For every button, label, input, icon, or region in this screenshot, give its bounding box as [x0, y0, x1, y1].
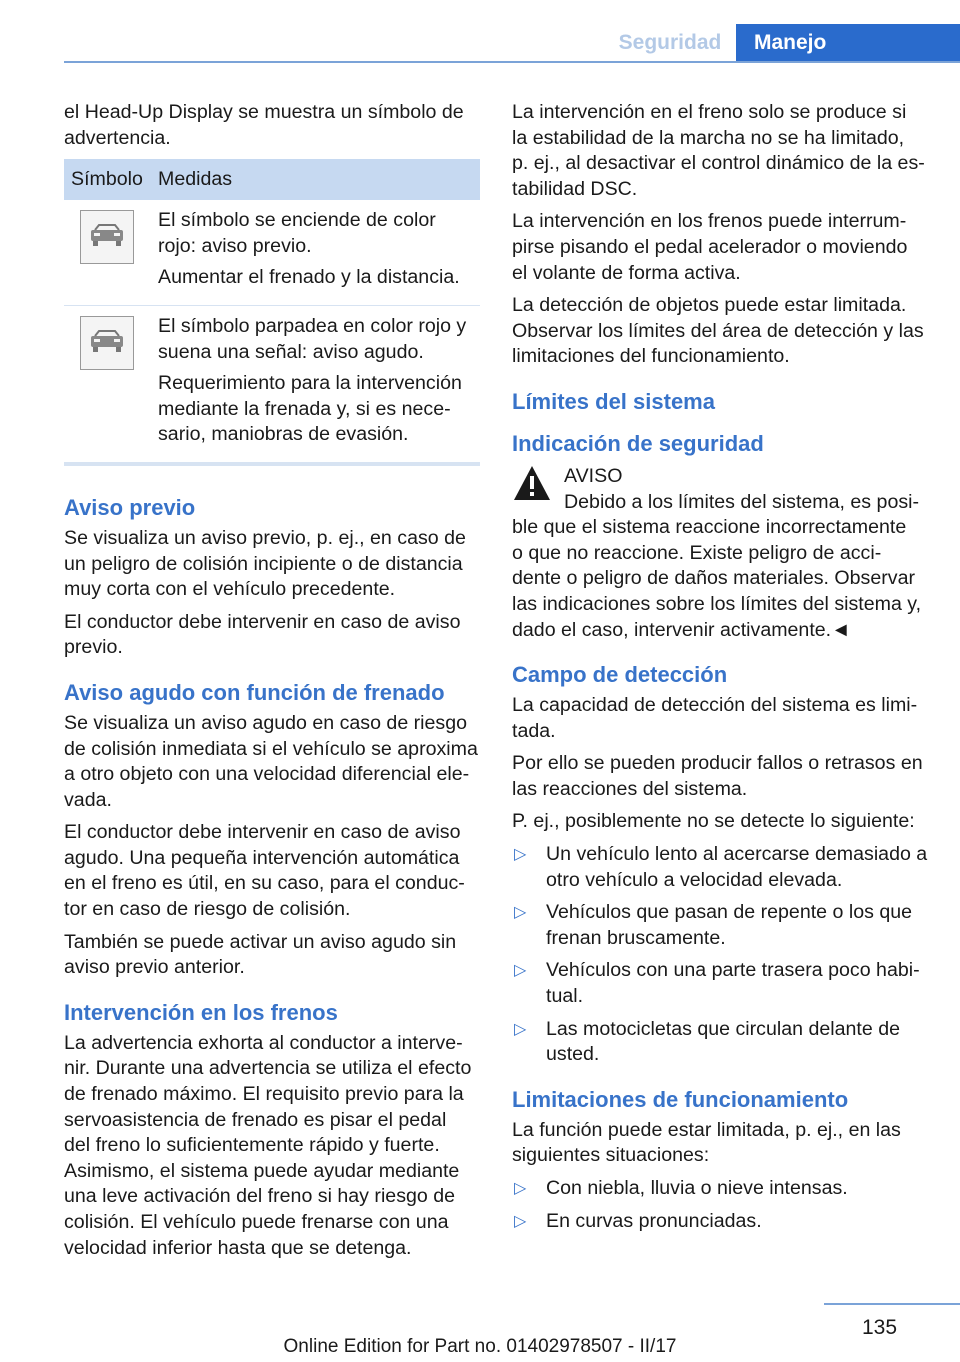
- heading-indicacion: Indicación de seguridad: [512, 430, 764, 456]
- table-row: [64, 200, 480, 305]
- aviso-agudo-p3: También se puede activar un aviso agudo sin aviso previo anterior.: [64, 930, 457, 979]
- list-item: ▷ Vehículos con una parte trasera poco habi- tual.: [514, 959, 920, 1008]
- header-rule: [64, 61, 960, 63]
- bullet-icon: ▷: [514, 1180, 527, 1197]
- heading-limites: Límites del sistema: [512, 388, 715, 414]
- list-item: ▷ Vehículos que pasan de repente o los que frenan bruscamente.: [514, 901, 913, 949]
- tab-manejo[interactable]: Manejo: [736, 24, 960, 61]
- row1-text1: El símbolo se enciende de color rojo: aviso previo.: [158, 209, 436, 257]
- heading-aviso-previo: Aviso previo: [64, 494, 196, 520]
- list-item: ▷ Las motocicletas que circulan delante de usted.: [514, 1017, 900, 1066]
- warning-block: [512, 464, 932, 643]
- right-p3: La detección de objetos puede estar limitada. Observar los límites del área de detección y las limitaciones del funcionamiento.: [512, 294, 924, 368]
- warning-triangle-icon: [512, 464, 552, 502]
- list-item: ▷ En curvas pronunciadas.: [512, 1209, 932, 1235]
- campo-p1: La capacidad de detección del sistema es limi- tada.: [512, 694, 918, 742]
- bullet-icon: ▷: [514, 846, 527, 864]
- limitaciones-list: [512, 1176, 932, 1234]
- footer-rule: [824, 1303, 960, 1305]
- warning-body: ble que el sistema reaccione incorrectamente o que no reaccione. Existe peligro de acci- dente o peligro de daños materiales. Observar las indicaciones sobre los límites del sistema y, dado el caso, intervenir activamente.◄: [512, 516, 922, 641]
- symbol-table: [64, 159, 480, 466]
- aviso-previo-p1: Se visualiza un aviso previo, p. ej., en caso de un peligro de colisión incipiente o de distancia muy corta con el vehículo precedente.: [64, 526, 466, 601]
- aviso-agudo-p2: El conductor debe intervenir en caso de aviso agudo. Una pequeña intervención automática en el freno es útil, en su caso, para el conduc- tor en caso de riesgo de colisión.: [64, 821, 465, 921]
- right-p2: La intervención en los frenos puede interrum- pirse pisando el pedal acelerador o moviendo el volante de forma activa.: [512, 210, 908, 284]
- intervencion-p1: La advertencia exhorta al conductor a interve- nir. Durante una advertencia se utiliza el efecto de frenado máximo. El requisito previo para la servoasistencia de frenado es pisar el pedal del freno lo suficientemente rápido y fuerte. Asimismo, el sistema puede ayudar mediante una leve activación del freno si hay riesgo de colisión. El vehículo puede frenarse con una velocidad inferior hasta que se detenga.: [64, 1031, 472, 1259]
- heading-limitaciones: Limitaciones de funcionamiento: [512, 1086, 849, 1112]
- aviso-agudo-p1: Se visualiza un aviso agudo en caso de riesgo de colisión inmediata si el vehículo se aproxima a otro objeto con una velocidad diferencial ele- vada.: [64, 711, 478, 811]
- warning-title: AVISO: [564, 464, 623, 487]
- limitaciones-p1: La función puede estar limitada, p. ej., en las siguientes situaciones:: [512, 1118, 901, 1167]
- campo-p3: P. ej., posiblemente no se detecte lo siguiente:: [512, 810, 915, 833]
- campo-list: [512, 842, 932, 1068]
- table-header-measures: Medidas: [158, 167, 233, 190]
- heading-aviso-agudo: Aviso agudo con función de frenado: [64, 679, 445, 705]
- row2-text2: Requerimiento para la intervención mediante la frenada y, si es nece- sario, maniobras de evasión.: [158, 372, 462, 446]
- table-header: [64, 159, 480, 200]
- list-item: ▷ Un vehículo lento al acercarse demasiado a otro vehículo a velocidad elevada.: [514, 843, 928, 891]
- edition-footer: Online Edition for Part no. 01402978507 - II/17: [283, 1336, 677, 1357]
- bullet-icon: ▷: [514, 962, 527, 980]
- tab-seguridad[interactable]: Seguridad: [618, 30, 722, 54]
- table-header-symbol: Símbolo: [71, 167, 143, 190]
- page-number: 135: [862, 1316, 898, 1339]
- heading-campo: Campo de detección: [512, 662, 728, 688]
- intro-text: el Head-Up Display se muestra un símbolo de advertencia.: [64, 101, 464, 149]
- car-warning-icon: [80, 210, 134, 264]
- warning-first-line: Debido a los límites del sistema, es posi-: [564, 490, 920, 513]
- bullet-icon: ▷: [514, 904, 527, 922]
- table-row: [64, 305, 480, 462]
- campo-p2: Por ello se pueden producir fallos o retrasos en las reacciones del sistema.: [512, 752, 923, 800]
- right-p1: La intervención en el freno solo se produce si la estabilidad de la marcha no se ha limitado, p. ej., al desactivar el control dinámico de la es- tabilidad DSC.: [512, 101, 925, 200]
- left-column: [64, 100, 482, 1268]
- bullet-icon: ▷: [514, 1212, 527, 1230]
- right-column: [512, 100, 932, 1241]
- bullet-icon: ▷: [514, 1020, 527, 1038]
- car-warning-icon: [80, 316, 134, 370]
- list-item: ▷ Con niebla, lluvia o nieve intensas.: [512, 1176, 932, 1202]
- row1-text2: Aumentar el frenado y la distancia.: [158, 266, 460, 289]
- heading-intervencion: Intervención en los frenos: [64, 999, 338, 1025]
- row2-text1: El símbolo parpadea en color rojo y suena una señal: aviso agudo.: [158, 314, 467, 363]
- aviso-previo-p2: El conductor debe intervenir en caso de aviso previo.: [64, 610, 461, 659]
